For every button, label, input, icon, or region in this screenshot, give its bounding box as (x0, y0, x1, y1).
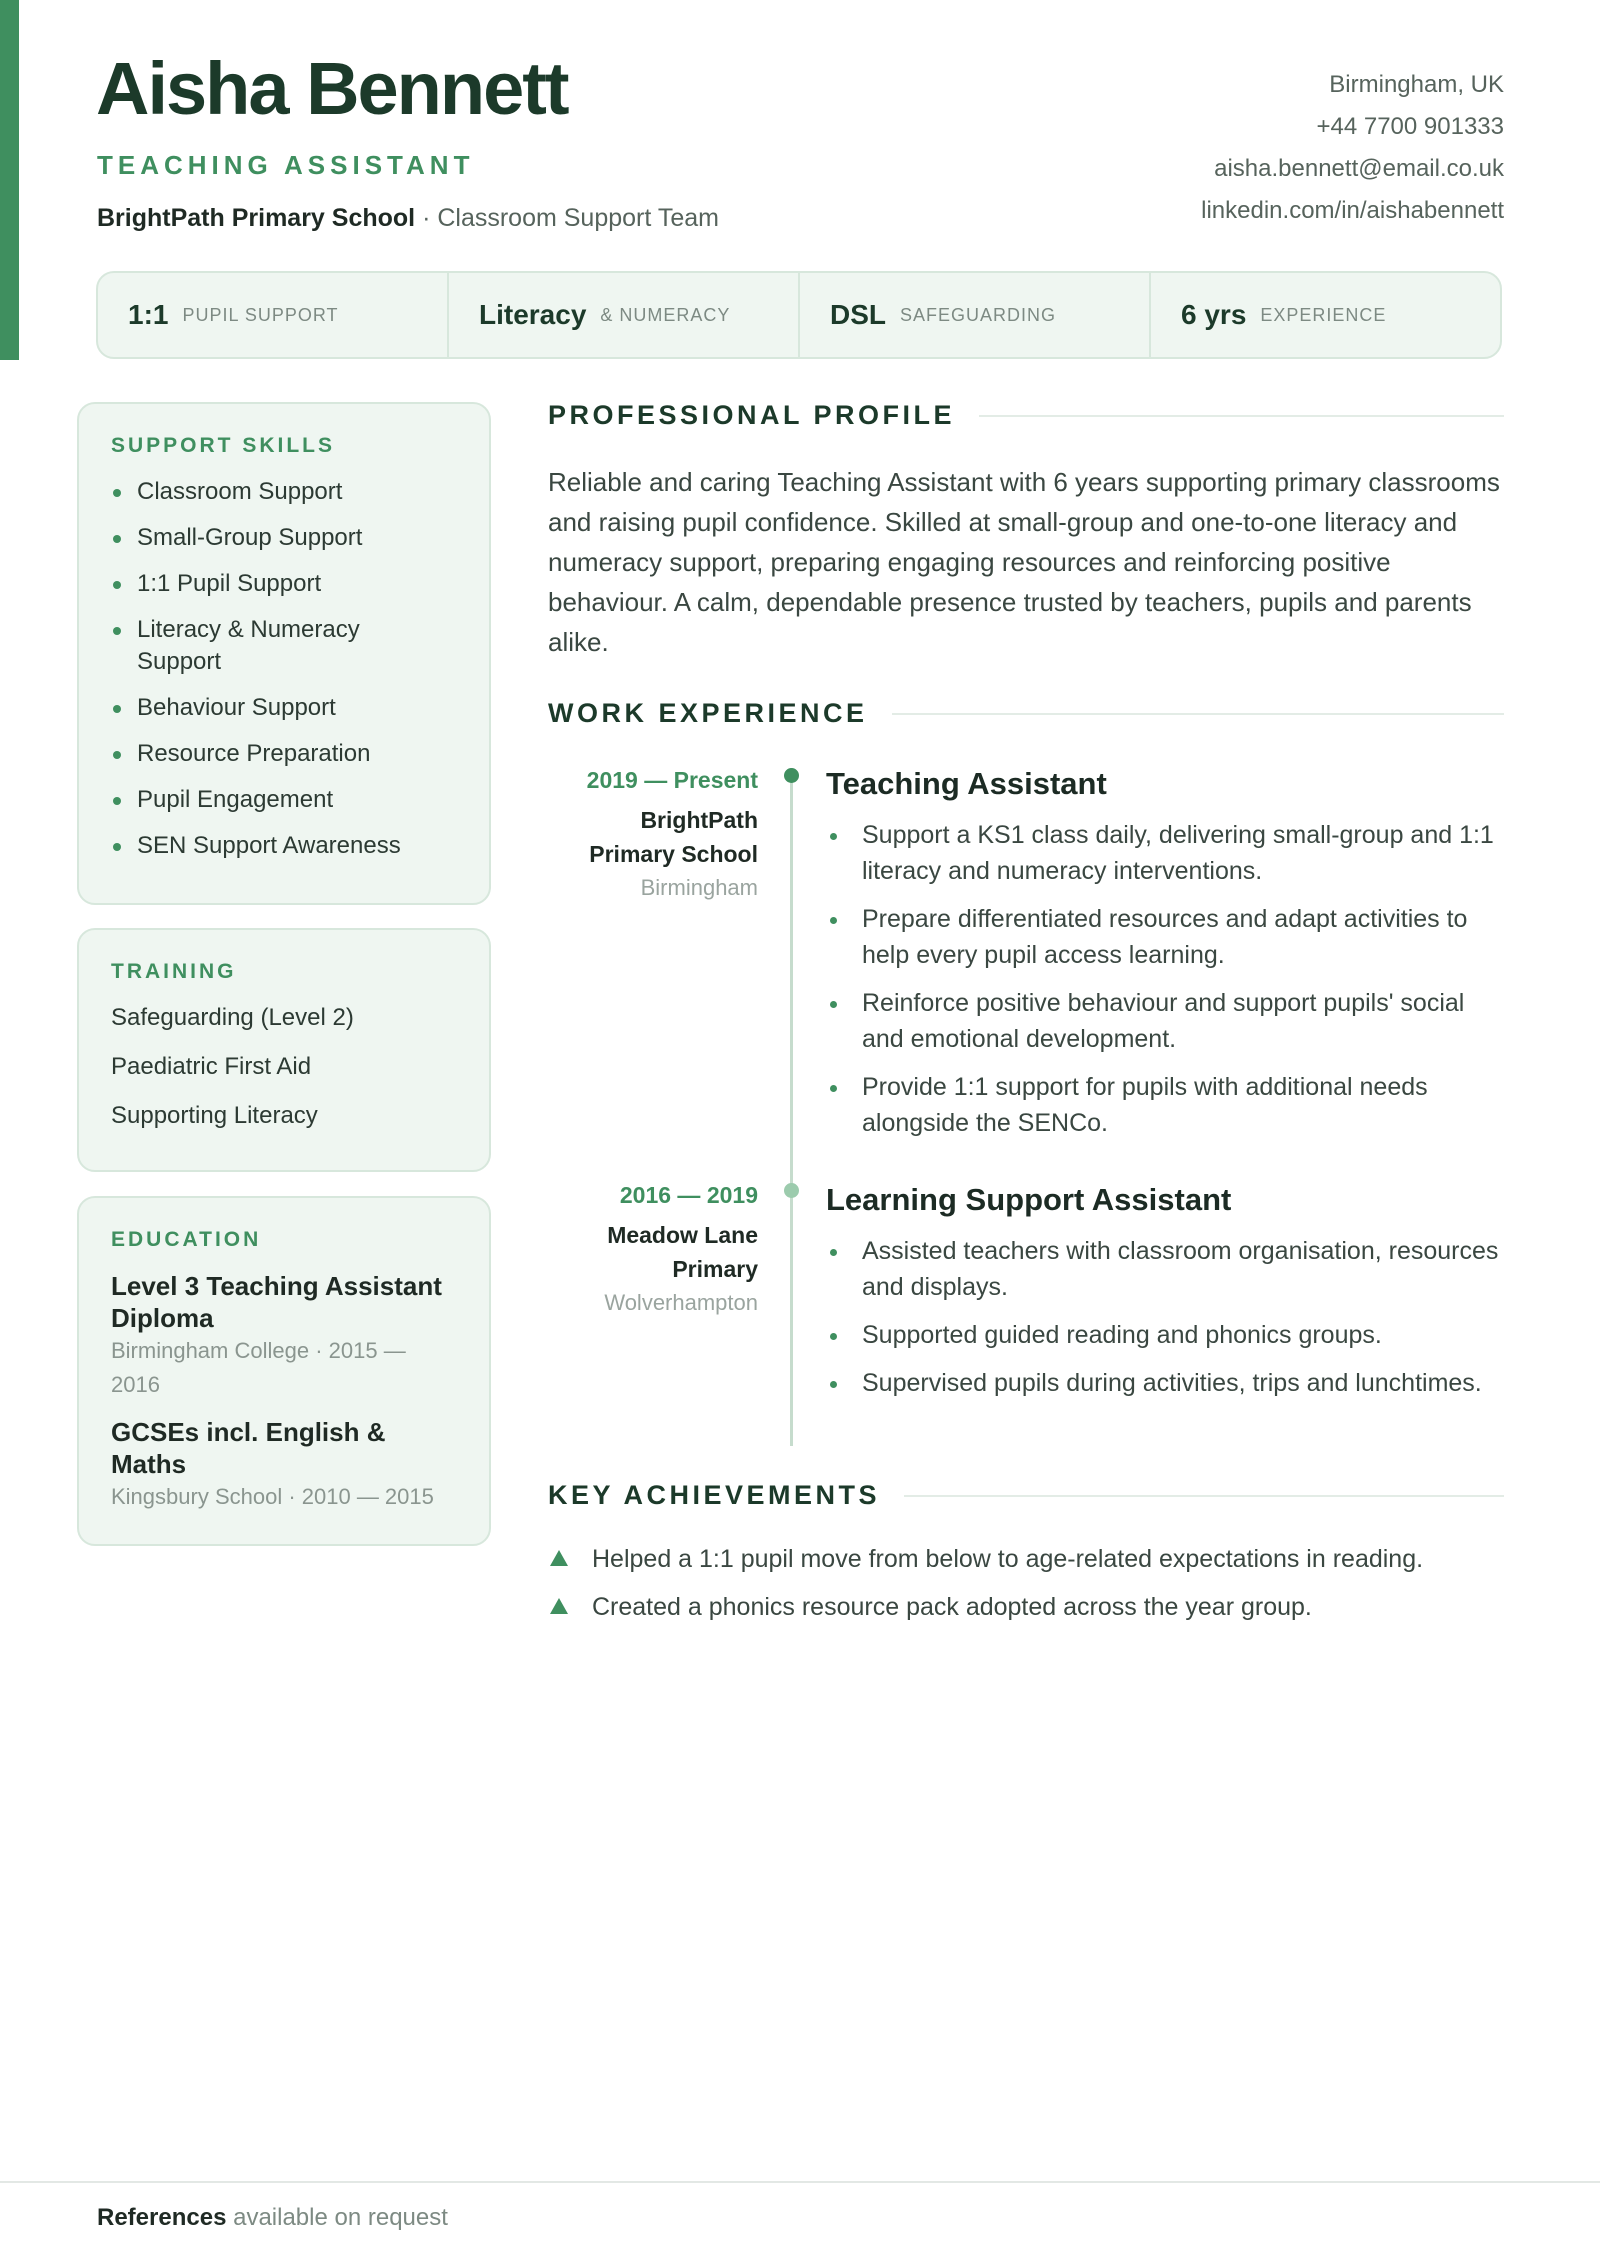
profile-section-header (548, 400, 1504, 431)
bullet-dot-icon (830, 1001, 837, 1008)
bullet-text: Supported guided reading and phonics groups. (862, 1321, 1382, 1349)
bullet-text: Assisted teachers with classroom organisation, resources and displays. (862, 1237, 1499, 1301)
section-title: PROFESSIONAL PROFILE (548, 400, 956, 430)
education-qualification: GCSEs incl. English & Maths (111, 1417, 386, 1479)
section-title: WORK EXPERIENCE (548, 698, 868, 728)
triangle-bullet-icon (550, 1598, 568, 1614)
card-title: TRAINING (111, 960, 237, 983)
job-meta (520, 1178, 758, 1320)
bullet-text: Prepare differentiated resources and adapt activities to help every pupil access learning. (862, 905, 1468, 969)
support-skills-card (77, 402, 491, 905)
skill-label: Behaviour Support (137, 694, 336, 721)
stat-label: & NUMERACY (600, 304, 731, 325)
bullet-dot-icon (830, 1249, 837, 1256)
bullet-dot-icon (830, 833, 837, 840)
list-item (111, 614, 397, 678)
skill-label: Pupil Engagement (137, 786, 334, 813)
list-item (111, 568, 457, 600)
experience-section-header (548, 698, 1504, 729)
list-item (826, 817, 1506, 889)
contact-linkedin[interactable]: linkedin.com/in/aishabennett (1201, 197, 1504, 224)
references-note: available on request (226, 2204, 448, 2231)
education-meta: Birmingham College · 2015 — 2016 (111, 1338, 406, 1397)
contact-phone[interactable]: +44 7700 901333 (1316, 113, 1504, 140)
job-role: TEACHING ASSISTANT (97, 150, 475, 180)
stat-pupil-support (98, 273, 449, 357)
job-entry (826, 1181, 1506, 1413)
accent-bar (0, 0, 19, 360)
job-dates: 2016 — 2019 (619, 1182, 758, 1208)
list-item (111, 522, 457, 554)
bullet-dot-icon (113, 843, 121, 851)
bullet-dot-icon (113, 535, 121, 543)
achievement-text: Helped a 1:1 pupil move from below to age-related expectations in reading. (592, 1545, 1424, 1573)
bullet-text: Reinforce positive behaviour and support pupils' social and emotional development. (862, 989, 1465, 1053)
bullet-dot-icon (830, 1085, 837, 1092)
education-qualification: Level 3 Teaching Assistant Diploma (111, 1271, 442, 1333)
list-item (826, 985, 1506, 1057)
list-item (550, 1589, 1500, 1625)
bullet-dot-icon (830, 1381, 837, 1388)
section-divider (892, 713, 1504, 715)
job-location: Birmingham (640, 875, 758, 900)
stat-value: DSL (830, 299, 886, 330)
references-label: References (97, 2204, 227, 2231)
bullet-dot-icon (113, 489, 121, 497)
org-name: BrightPath Primary School (97, 204, 416, 232)
list-item (111, 738, 457, 770)
candidate-name: Aisha Bennett (96, 47, 568, 130)
stat-safeguarding (800, 273, 1151, 357)
skill-label: Literacy & Numeracy Support (137, 616, 360, 675)
list-item (826, 1365, 1506, 1401)
bullet-dot-icon (113, 751, 121, 759)
org-team: · Classroom Support Team (415, 204, 719, 232)
footer-references (97, 2204, 448, 2232)
stat-label: SAFEGUARDING (900, 304, 1057, 325)
stat-value: 1:1 (128, 299, 169, 330)
list-item: Supporting Literacy (111, 1102, 318, 1129)
bullet-dot-icon (830, 1333, 837, 1340)
bullet-dot-icon (113, 627, 121, 635)
list-item: Safeguarding (Level 2) (111, 1004, 354, 1031)
education-meta: Kingsbury School · 2010 — 2015 (111, 1484, 434, 1509)
list-item (826, 1317, 1506, 1353)
list-item (826, 1069, 1506, 1141)
skill-label: Resource Preparation (137, 740, 371, 767)
list-item (826, 1233, 1506, 1305)
job-entry (826, 765, 1506, 1153)
training-card (77, 928, 491, 1172)
stat-literacy (449, 273, 800, 357)
job-company: BrightPath Primary School (589, 807, 758, 867)
timeline-dot-icon (784, 1183, 799, 1198)
job-dates: 2019 — Present (586, 767, 758, 793)
list-item (826, 901, 1506, 973)
achievement-text: Created a phonics resource pack adopted across the year group. (592, 1593, 1312, 1621)
list-item: Paediatric First Aid (111, 1053, 312, 1080)
job-location: Wolverhampton (604, 1290, 758, 1315)
timeline-line (790, 768, 793, 1446)
list-item (111, 830, 457, 862)
card-title: SUPPORT SKILLS (111, 434, 336, 457)
section-divider (904, 1495, 1504, 1497)
list-item (111, 784, 457, 816)
stat-label: EXPERIENCE (1260, 304, 1387, 325)
stats-strip (96, 271, 1502, 359)
current-organisation (97, 204, 719, 233)
list-item (111, 476, 457, 508)
card-title: EDUCATION (111, 1228, 262, 1251)
bullet-text: Provide 1:1 support for pupils with additional needs alongside the SENCo. (862, 1073, 1428, 1137)
list-item (550, 1541, 1500, 1577)
stat-value: 6 yrs (1181, 299, 1247, 330)
job-title: Teaching Assistant (826, 766, 1107, 801)
contact-location: Birmingham, UK (1329, 71, 1504, 98)
triangle-bullet-icon (550, 1550, 568, 1566)
bullet-text: Supervised pupils during activities, trips and lunchtimes. (862, 1369, 1482, 1397)
footer-divider (0, 2181, 1600, 2183)
bullet-dot-icon (830, 917, 837, 924)
achievements-section-header (548, 1480, 1504, 1511)
profile-summary: Reliable and caring Teaching Assistant with 6 years supporting primary classrooms and raising pupil confidence. Skilled at small-group and one-to-one literacy and numeracy support, preparing engaging resources and reinforcing positive behaviour. A calm, dependable presence trusted by teachers, pupils and parents alike. (548, 467, 1500, 657)
skill-label: Classroom Support (137, 478, 343, 505)
job-meta (520, 763, 758, 905)
job-title: Learning Support Assistant (826, 1182, 1232, 1217)
skill-label: SEN Support Awareness (137, 832, 401, 859)
section-divider (979, 415, 1504, 417)
section-title: KEY ACHIEVEMENTS (548, 1480, 881, 1510)
job-company: Meadow Lane Primary (607, 1222, 758, 1282)
list-item (111, 692, 457, 724)
bullet-dot-icon (113, 797, 121, 805)
stat-experience (1151, 273, 1500, 357)
skill-label: 1:1 Pupil Support (137, 570, 322, 597)
education-card (77, 1196, 491, 1546)
timeline-dot-icon (784, 768, 799, 783)
contact-email[interactable]: aisha.bennett@email.co.uk (1214, 155, 1504, 182)
bullet-text: Support a KS1 class daily, delivering small-group and 1:1 literacy and numeracy interventions. (862, 821, 1494, 885)
bullet-dot-icon (113, 705, 121, 713)
bullet-dot-icon (113, 581, 121, 589)
stat-value: Literacy (479, 299, 587, 330)
contact-block (1201, 64, 1504, 232)
skill-label: Small-Group Support (137, 524, 363, 551)
stat-label: PUPIL SUPPORT (182, 304, 339, 325)
